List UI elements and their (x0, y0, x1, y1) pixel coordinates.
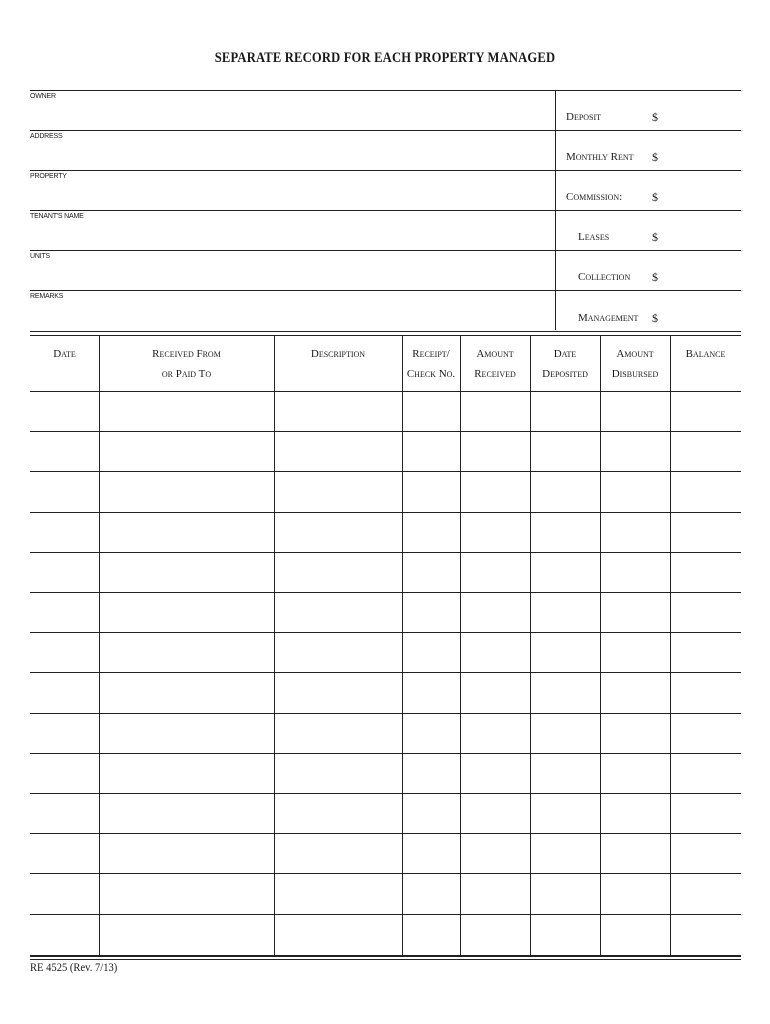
owner-field[interactable] (30, 100, 554, 130)
collection-dollar: $ (652, 270, 658, 284)
monthly-rent-dollar: $ (652, 150, 658, 164)
leases-dollar: $ (652, 230, 658, 244)
monthly-rent-amount-field[interactable] (662, 144, 740, 168)
column-header-line: or Paid To (161, 368, 212, 380)
column-header-line: Amount (476, 348, 514, 360)
management-amount-field[interactable] (662, 304, 740, 328)
column-header-line: Description (310, 348, 366, 360)
column-header-line: Date (53, 348, 76, 360)
ledger-row[interactable] (30, 915, 741, 953)
section-divider (555, 90, 556, 330)
ledger-row[interactable] (30, 593, 741, 631)
field-divider (30, 130, 741, 131)
column-header-line: Received (474, 368, 516, 380)
commission-label: Commission: (566, 191, 623, 203)
ledger-row[interactable] (30, 874, 741, 912)
commission-amount-field[interactable] (662, 184, 740, 208)
owner-label: OWNER (30, 93, 56, 100)
monthly-rent-label: Monthly Rent (566, 151, 634, 163)
field-divider (30, 290, 741, 291)
column-header-line: Deposited (542, 368, 588, 380)
ledger-row[interactable] (30, 714, 741, 752)
management-dollar: $ (652, 311, 658, 325)
tenant-name-label: TENANT'S NAME (30, 213, 84, 220)
property-field[interactable] (30, 180, 554, 210)
column-header-line: Balance (685, 348, 726, 360)
remarks-field[interactable] (30, 300, 554, 330)
ledger-row[interactable] (30, 633, 741, 671)
ledger-row[interactable] (30, 673, 741, 711)
commission-dollar: $ (652, 190, 658, 204)
remarks-label: REMARKS (30, 293, 64, 300)
deposit-label: Deposit (566, 111, 602, 123)
top-border (30, 90, 741, 91)
ledger-row[interactable] (30, 513, 741, 551)
deposit-dollar: $ (652, 110, 658, 124)
ledger-row[interactable] (30, 472, 741, 510)
ledger-row[interactable] (30, 432, 741, 470)
management-label: Management (578, 312, 639, 324)
address-field[interactable] (30, 140, 554, 170)
address-label: ADDRESS (30, 133, 63, 140)
column-header-line: Received From (152, 348, 221, 360)
ledger-row[interactable] (30, 834, 741, 872)
ledger-row[interactable] (30, 754, 741, 792)
bottom-rule-thin (30, 959, 741, 960)
property-label: PROPERTY (30, 173, 67, 180)
column-header-line: Check No. (406, 368, 456, 380)
column-header-line: Amount (616, 348, 654, 360)
bottom-rule (30, 955, 741, 957)
ledger-row[interactable] (30, 794, 741, 832)
leases-label: Leases (578, 231, 610, 243)
double-rule-top (30, 331, 741, 332)
field-divider (30, 170, 741, 171)
units-label: UNITS (30, 253, 51, 260)
ledger-row[interactable] (30, 392, 741, 430)
collection-label: Collection (578, 271, 631, 283)
form-title: SEPARATE RECORD FOR EACH PROPERTY MANAGED (214, 50, 556, 66)
ledger-row[interactable] (30, 553, 741, 591)
tenant-name-field[interactable] (30, 220, 554, 250)
field-divider (30, 210, 741, 211)
field-divider (30, 250, 741, 251)
column-header-line: Date (553, 348, 577, 360)
deposit-amount-field[interactable] (662, 104, 740, 128)
leases-amount-field[interactable] (662, 224, 740, 248)
column-header-line: Disbursed (611, 368, 659, 380)
column-header-line: Receipt/ (412, 348, 450, 360)
units-field[interactable] (30, 260, 554, 290)
ledger-table (30, 336, 741, 955)
form-number: RE 4525 (Rev. 7/13) (30, 960, 118, 974)
collection-amount-field[interactable] (662, 264, 740, 288)
